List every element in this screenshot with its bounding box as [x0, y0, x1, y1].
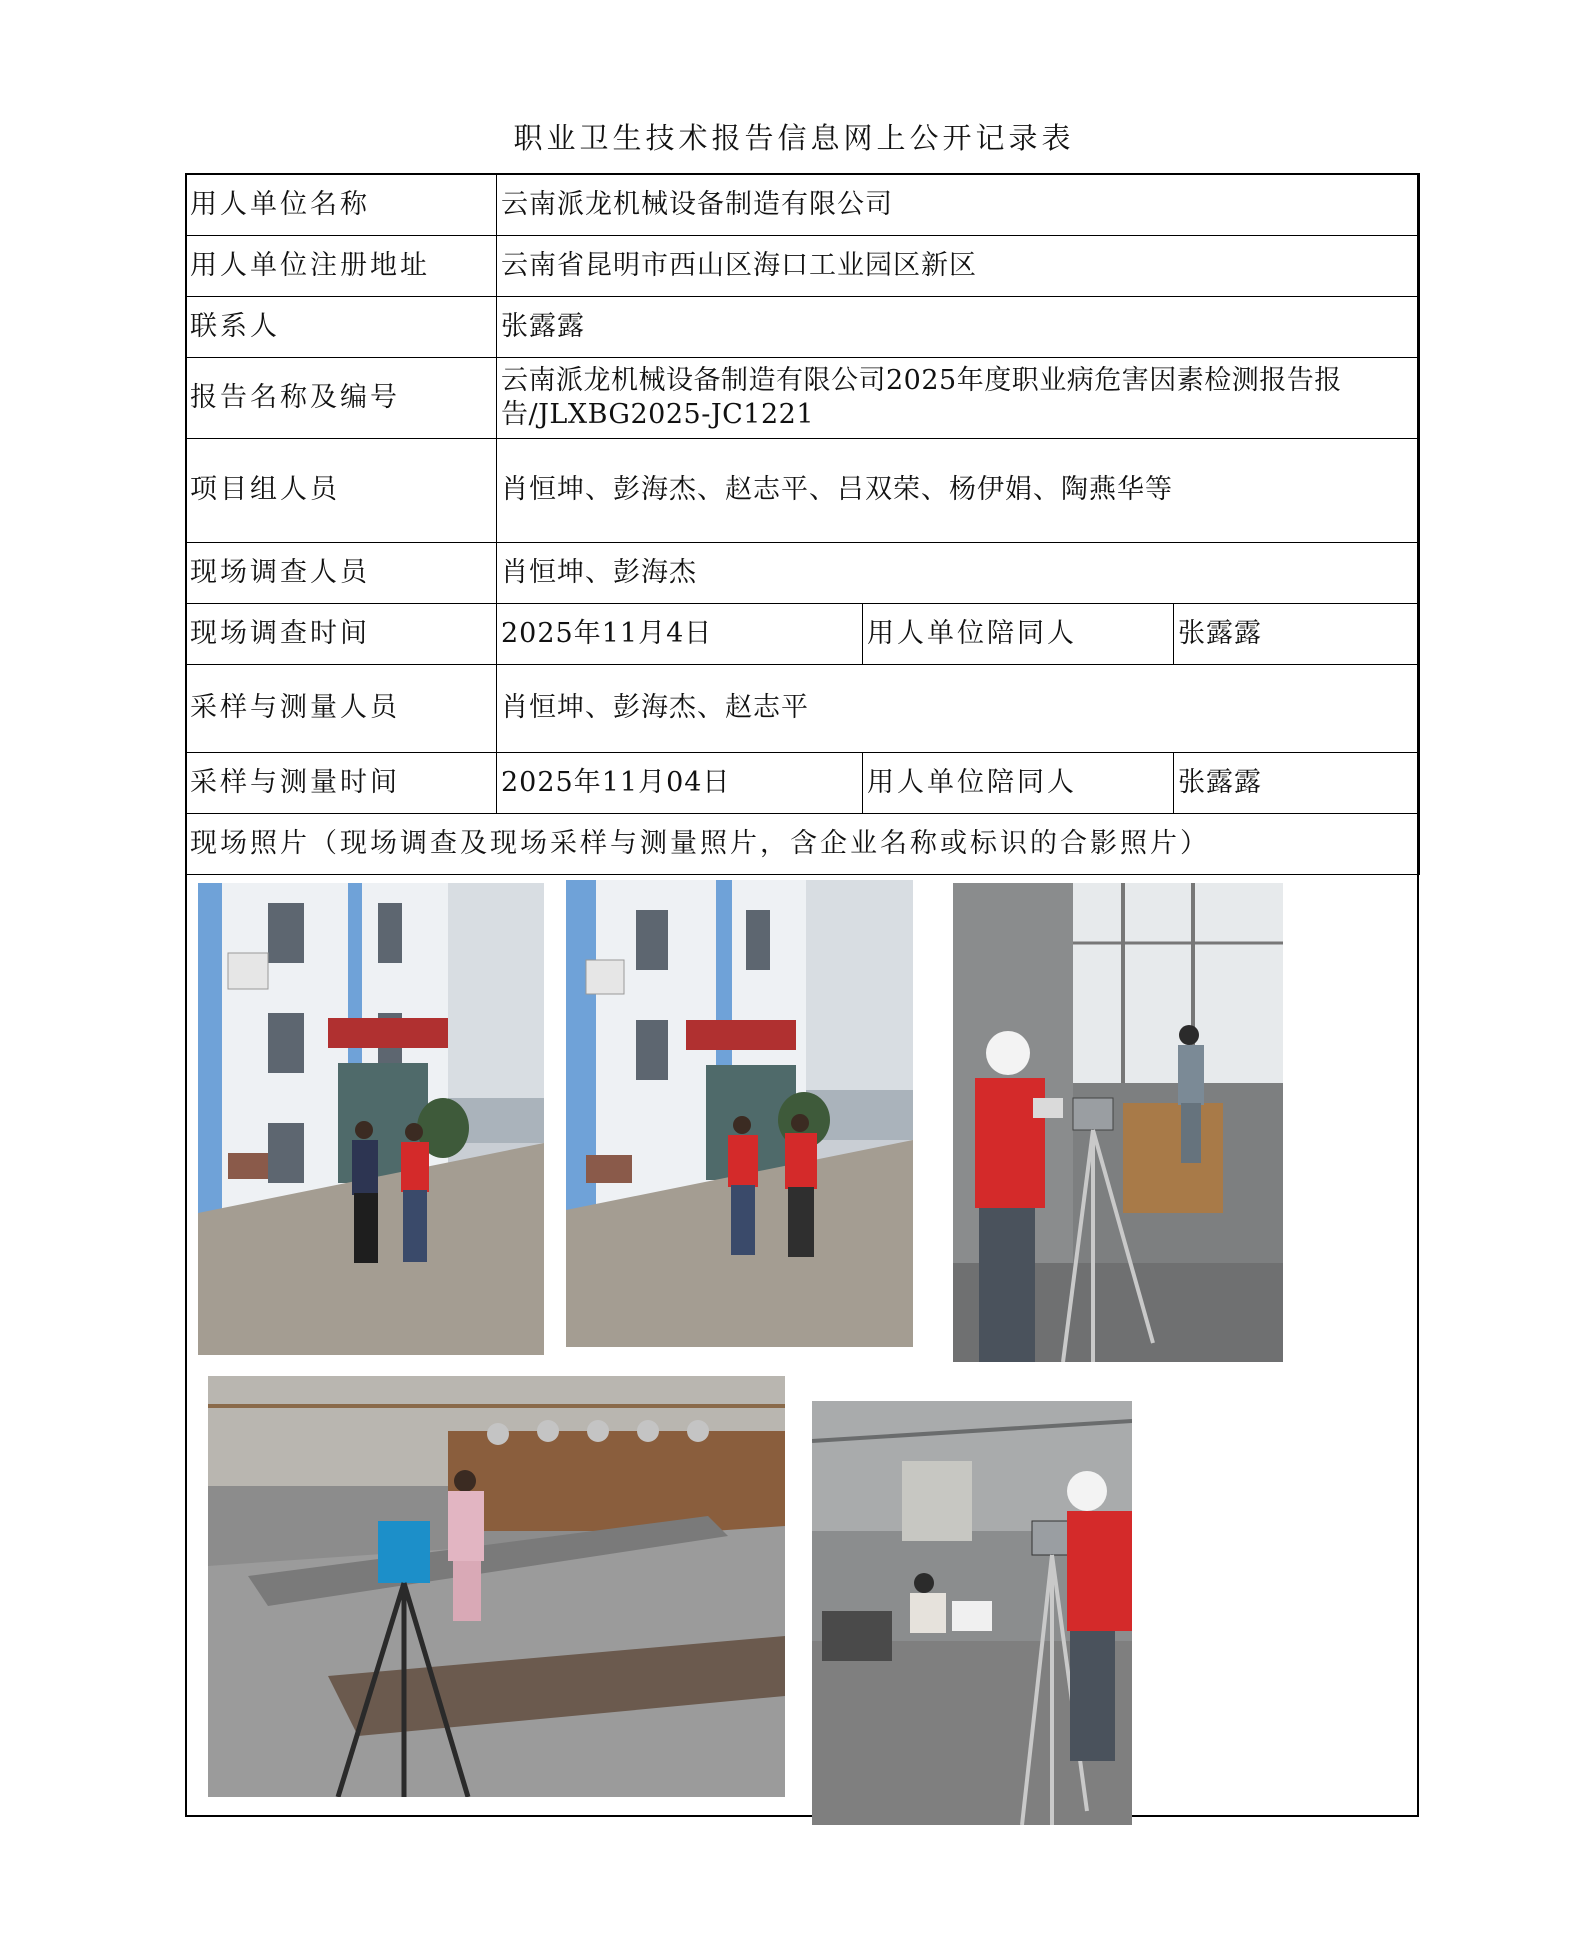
sampling-staff-label: 采样与测量人员 — [186, 664, 497, 752]
sampling-escort-value: 张露露 — [1174, 752, 1420, 813]
page-title: 职业卫生技术报告信息网上公开记录表 — [513, 121, 1075, 155]
team-value: 肖恒坤、彭海杰、赵志平、吕双荣、杨伊娟、陶燕华等 — [497, 438, 1420, 542]
report-label: 报告名称及编号 — [186, 357, 497, 438]
contact-value: 张露露 — [497, 296, 1420, 357]
photo-building-group-1 — [198, 883, 544, 1355]
team-label: 项目组人员 — [186, 438, 497, 542]
photo-indoor-measurement-1 — [953, 883, 1283, 1362]
employer-address-value: 云南省昆明市西山区海口工业园区新区 — [497, 235, 1420, 296]
survey-escort-value: 张露露 — [1174, 603, 1420, 664]
sampling-time-label: 采样与测量时间 — [186, 752, 497, 813]
survey-staff-label: 现场调查人员 — [186, 542, 497, 603]
survey-escort-label: 用人单位陪同人 — [863, 603, 1174, 664]
survey-time-value: 2025年11月4日 — [497, 603, 863, 664]
report-value: 云南派龙机械设备制造有限公司2025年度职业病危害因素检测报告报告/JLXBG2025-JC1221 — [497, 357, 1420, 438]
survey-staff-value: 肖恒坤、彭海杰 — [497, 542, 1420, 603]
photo-building-group-2 — [566, 880, 913, 1347]
employer-name-value: 云南派龙机械设备制造有限公司 — [497, 174, 1420, 235]
employer-address-label: 用人单位注册地址 — [186, 235, 497, 296]
survey-time-label: 现场调查时间 — [186, 603, 497, 664]
photos-label: 现场照片（现场调查及现场采样与测量照片，含企业名称或标识的合影照片） — [186, 813, 1420, 874]
photo-indoor-measurement-2 — [812, 1401, 1132, 1825]
sampling-staff-value: 肖恒坤、彭海杰、赵志平 — [497, 664, 1420, 752]
contact-label: 联系人 — [186, 296, 497, 357]
employer-name-label: 用人单位名称 — [186, 174, 497, 235]
photo-workshop-measurement — [208, 1376, 785, 1797]
record-table — [185, 173, 1420, 875]
sampling-time-value: 2025年11月04日 — [497, 752, 863, 813]
sampling-escort-label: 用人单位陪同人 — [863, 752, 1174, 813]
